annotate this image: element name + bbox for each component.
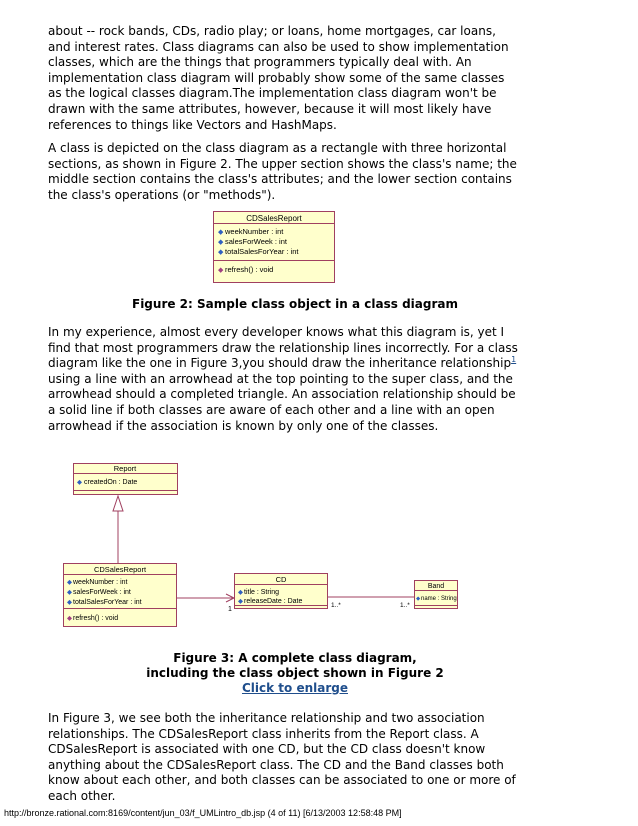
attribute: totalSalesForYear : int [225,247,299,256]
class-name: CDSalesReport [246,214,302,223]
attribute: weekNumber : int [73,579,128,586]
cdsalesreport-class-box [64,564,177,627]
paragraph-class-depiction: A class is depicted on the class diagram as a rectangle with three horizontal sections, as shown in Figure 2. The upper section shows the class's name; the middle section contains the class's attributes; and the lower section contains the class's operations (or "methods"). [48,141,517,202]
figure-2-caption: Figure 2: Sample class object in a class diagram [132,297,458,311]
method-icon: ◆ [67,615,72,622]
paragraph-relationships: In my experience, almost every developer knows what this diagram is, yet I find that most programmers draw the relationship lines incorrectly. For a class diagram like the one in Figure 3,you should draw the inheritance relationship$^1$ using a line with an arrowhead at the top pointing to the super class, and the arrowhead should a completed triangle. An association relationship should be a solid line if both classes are aware of each other and a line with an open arrowhead if the association is known by only one of the classes. [48,325,518,433]
multiplicity-label: 1..* [400,602,410,609]
class-name: CD [275,575,287,584]
attr-icon: ◆ [238,598,243,605]
paragraph-intro: about -- rock bands, CDs, radio play; or loans, home mortgages, car loans, and interest rates. Class diagrams can also be used to show implementation classes, which are the things that programmers typically deal with. An implementation class diagram will probably show some of the same classes as the logical classes diagram.The implementation class diagram won't be drawn with the same attributes, however, because it will most likely have references to things like Vectors and HashMaps. [48,24,509,132]
enlarge-link[interactable]: Click to enlarge [241,681,348,695]
figure-3-class-diagram [60,460,460,630]
attribute: salesForWeek : int [73,589,131,596]
attr-icon: ◆ [218,249,224,256]
paragraph-figure-3-explanation: In Figure 3, we see both the inheritance relationship and two association relationships. The CDSalesReport class inherits from the Report class. A CDSalesReport is associated with one CD, but the CD class doesn't know anything about the CDSalesReport class. The CD and the Band classes both know about each other, and both classes can be associated to one or more of each other. [48,711,516,803]
cd-class-box [235,574,328,609]
inheritance-arrowhead [113,496,123,511]
figure-2-class-diagram [213,211,335,283]
attribute: totalSalesForYear : int [73,599,142,606]
attr-icon: ◆ [67,579,72,586]
band-class-box [415,581,458,609]
attribute: name : String [421,596,457,602]
attr-icon: ◆ [67,589,72,596]
attr-icon: ◆ [77,479,82,486]
attribute: salesForWeek : int [225,237,287,246]
class-name: CDSalesReport [93,565,147,574]
attr-icon: ◆ [218,239,224,246]
attribute: createdOn : Date [84,479,138,486]
attr-icon: ◆ [218,229,224,236]
class-name: Report [113,464,137,473]
attr-icon: ◆ [238,589,243,596]
attribute: weekNumber : int [225,227,284,236]
operation: refresh() : void [225,265,274,274]
operation: refresh() : void [73,615,119,622]
page-footer-url: http://bronze.rational.com:8169/content/jun_03/f_UMLintro_db.jsp (4 of 11) [6/13/2003 12:58:48 PM] [4,808,402,818]
attribute: releaseDate : Date [244,598,303,605]
attribute: title : String [244,589,280,596]
attr-icon: ◆ [416,596,421,602]
report-class-box [74,464,178,495]
figure-3-caption: Figure 3: A complete class diagram, including the class object shown in Figure 2 Click to enlarge [146,651,444,695]
multiplicity-label: 1 [228,606,232,613]
attr-icon: ◆ [67,599,72,606]
method-icon: ◆ [218,267,224,274]
class-name: Band [427,583,445,590]
footnote-link[interactable]: 1 [511,355,517,365]
multiplicity-label: 1..* [331,602,341,609]
